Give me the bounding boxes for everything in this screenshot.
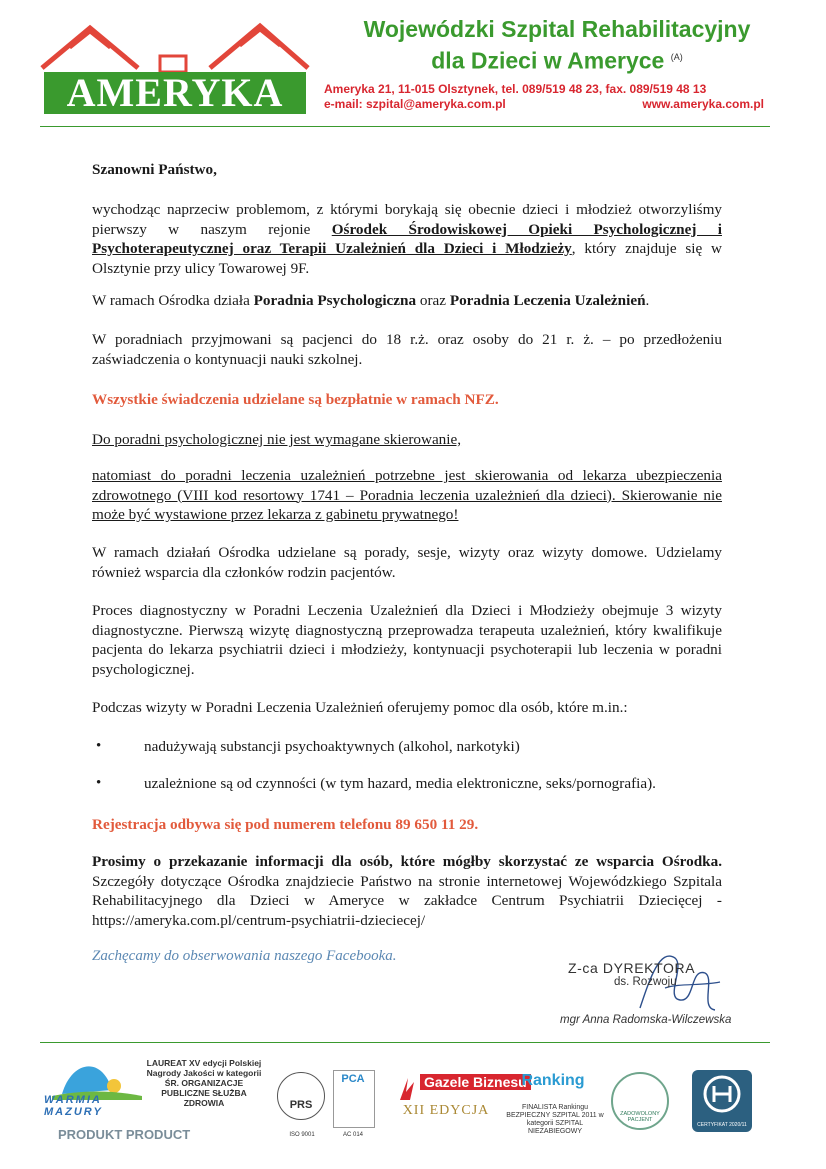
- contact-line: Ameryka 21, 11-015 Olsztynek, tel. 089/519 48 23, fax. 089/519 48 13: [324, 82, 707, 96]
- footer-divider: [40, 1042, 770, 1043]
- free-services-notice: Wszystkie świadczenia udzielane są bezpłatnie w ramach NFZ.: [92, 391, 499, 408]
- ameryka-logo: [40, 18, 310, 118]
- bullet-marker: •: [96, 775, 102, 791]
- email-link[interactable]: e-mail: szpital@ameryka.com.pl: [324, 97, 506, 111]
- registration-phone: Rejestracja odbywa się pod numerem telefonu 89 650 11 29.: [92, 816, 479, 833]
- paragraph-clinics: W ramach Ośrodka działa Poradnia Psychologiczna oraz Poradnia Leczenia Uzależnień.: [92, 292, 650, 309]
- list-item: uzależnione są od czynności (w tym hazard, media elektroniczne, seks/pornografia).: [144, 775, 656, 792]
- hospital-name-line2: dla Dzieci w Ameryce $^{(A)}$: [431, 47, 683, 74]
- ranking-label: Ranking: [521, 1072, 585, 1089]
- list-item: nadużywają substancji psychoaktywnych (alkohol, narkotyki): [144, 738, 520, 755]
- prs-badge-icon: [277, 1072, 325, 1120]
- paragraph-services: W ramach działań Ośrodka udzielane są porady, sesje, wizyty oraz wizyty domowe. Udzielamy również wsparcia dla członków rodzin pacjentów.: [92, 544, 722, 581]
- greeting: Szanowni Państwo,: [92, 161, 217, 178]
- certificate-label: CERTYFIKAT 2020/11: [697, 1122, 747, 1128]
- produkt-text: PRODUKT PRODUCT: [58, 1127, 191, 1142]
- hospital-name-line1: Wojewódzki Szpital Rehabilitacyjny: [363, 16, 751, 42]
- paragraph-patients: W poradniach przyjmowani są pacjenci do 18 r.ż. oraz osoby do 21 r. ż. – po przedłożeniu zaświadczenia o kontynuacji nauki szkolnej.: [92, 331, 722, 368]
- paragraph-intro: wychodząc naprzeciw problemom, z którymi borykają się obecnie dzieci i młodzież otworzyliśmy pierwszy w naszym rejonie Ośrodek Środowiskowej Opieki Psychologicznej i Psychoterapeutycznej oraz Terapii Uzależnień dla Dzieci i Młodzieży, który znajduje się w Olsztynie przy ulicy Towarowej 9F.: [92, 201, 722, 277]
- center-name: Ośrodek Środowiskowej Opieki Psychologicznej i Psychoterapeutycznej oraz Terapii Uzależnień dla Dzieci i Młodzieży: [92, 220, 722, 257]
- satisfied-patient-label: ZADOWOLONY PACJENT: [620, 1111, 660, 1123]
- signature-dept: ds. Rozwoju: [614, 976, 677, 988]
- bullet-marker: •: [96, 738, 102, 754]
- quality-award-text: LAUREAT XV edycji Polskiej Nagrody Jakości w kategorii ŚR. ORGANIZACJE PUBLICZNE SŁUŻBA ZDROWIA: [146, 1058, 262, 1108]
- facebook-invite: Zachęcamy do obserwowania naszego Facebooka.: [92, 948, 397, 964]
- warmia-mazury-text: WARMIA MAZURY: [44, 1094, 103, 1118]
- header-divider: [40, 126, 770, 127]
- signature-role: Z-ca DYREKTORA: [568, 960, 696, 976]
- website-link[interactable]: www.ameryka.com.pl: [642, 97, 764, 111]
- ac-label: AC 014: [342, 1132, 363, 1138]
- contact-web: [324, 97, 764, 112]
- ranking-text: FINALISTA Rankingu BEZPIECZNY SZPITAL 2011 w kategorii SZPITAL NIEZABIEGOWY: [506, 1104, 604, 1135]
- no-referral-note: Do poradni psychologicznej nie jest wymagane skierowanie,: [92, 431, 462, 448]
- iso-label: ISO 9001: [289, 1132, 315, 1138]
- paragraph-share-info: Prosimy o przekazanie informacji dla osób, które mógłby skorzystać ze wsparcia Ośrodka. Szczegóły dotyczące Ośrodka znajdziecie Państwo na stronie internetowej Wojewódzkiego Szpitala Rehabilitacyjnego dla Dzieci w Ameryce w zakładce Centrum Psychiatrii Dziecięcej - https://ameryka.com.pl/centrum-psychiatrii-dzieciecej/: [92, 853, 722, 929]
- certificate-q-icon: [692, 1070, 752, 1120]
- gazele-edition: XII EDYCJA: [402, 1103, 490, 1118]
- pca-label: PCA: [341, 1073, 365, 1085]
- signature-name: mgr Anna Radomska-Wilczewska: [560, 1014, 732, 1026]
- gazele-label: Gazele Biznesu: [420, 1074, 531, 1090]
- referral-required-note: natomiast do poradni leczenia uzależnień potrzebne jest skierowania od lekarza ubezpieczenia zdrowotnego (VIII kod resortowy 1741 – Poradnia leczenia uzależnień dla dzieci). Skierowanie nie może być wystawione przez lekarza z gabinetu prywatnego!: [92, 467, 722, 523]
- paragraph-help-intro: Podczas wizyty w Poradni Leczenia Uzależnień oferujemy pomoc dla osób, które m.in.:: [92, 699, 628, 716]
- prs-label: PRS: [289, 1099, 313, 1111]
- svg-text:AMERYKA: AMERYKA: [66, 70, 284, 115]
- paragraph-diagnostics: Proces diagnostyczny w Poradni Leczenia Uzależnień dla Dzieci i Młodzieży obejmuje 3 wizyty diagnostyczne. Pierwszą wizytę diagnostyczną przeprowadza terapeuta uzależnień, który kwalifikuje pacjenta do lekarza psychiatrii dzieci i młodzieży, kontynuacji psychoterapii lub leczenia w poradni psychologicznej.: [92, 602, 722, 678]
